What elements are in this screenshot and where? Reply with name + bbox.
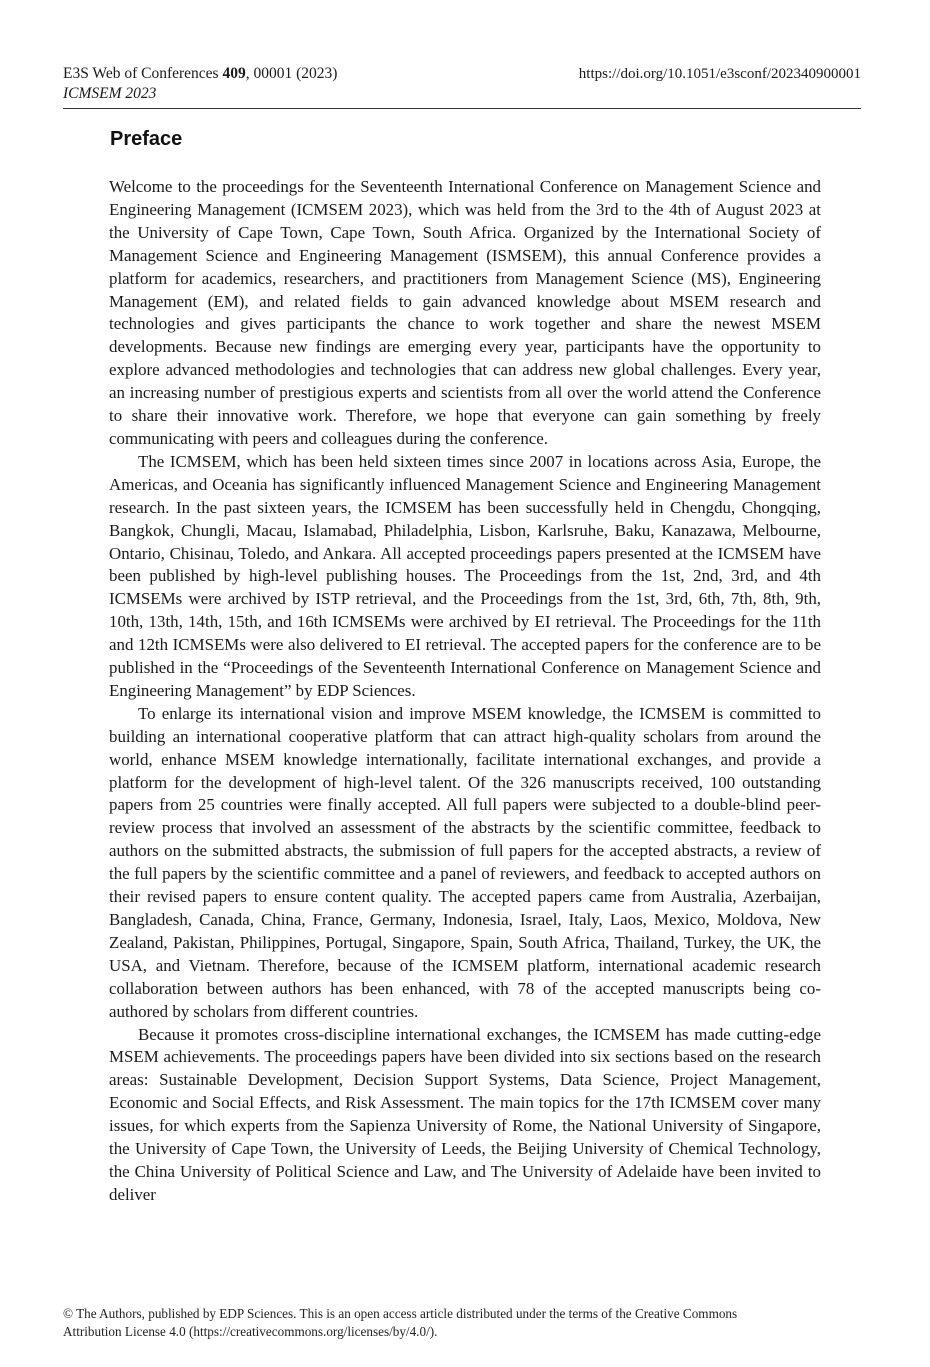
article-number: , 00001 (2023) bbox=[245, 65, 338, 82]
doi-link[interactable]: https://doi.org/10.1051/e3sconf/202340900001 bbox=[578, 66, 861, 82]
paragraph-1: Welcome to the proceedings for the Seventeenth International Conference on Management Science and Engineering Management (ICMSEM 2023), which was held from the 3rd to the 4th of August 2023 at the University of Cape Town, Cape Town, South Africa. Organized by the International Society of Management Science and Engineering Management (ISMSEM), this annual Conference provides a platform for academics, researchers, and practitioners from Management Science (MS), Engineering Management (EM), and related fields to gain advanced knowledge about MSEM research and technologies and gives participants the chance to work together and share the newest MSEM developments. Because new findings are emerging every year, participants have the opportunity to explore advanced methodologies and technologies that can address new global challenges. Every year, an increasing number of prestigious experts and scientists from all over the world attend the Conference to share their innovative work. Therefore, we hope that everyone can gain something by freely communicating with peers and colleagues during the conference. bbox=[109, 177, 821, 448]
header-divider bbox=[63, 108, 861, 109]
license-footer bbox=[63, 1305, 863, 1341]
journal-citation bbox=[63, 64, 337, 84]
paragraph-4: Because it promotes cross-discipline international exchanges, the ICMSEM has made cutting-edge MSEM achievements. The proceedings papers have been divided into six sections based on the research areas: Sustainable Development, Decision Support Systems, Data Science, Project Management, Economic and Social Effects, and Risk Assessment. The main topics for the 17th ICMSEM cover many issues, for which experts from the Sapienza University of Rome, the National University of Singapore, the University of Cape Town, the University of Leeds, the Beijing University of Chemical Technology, the China University of Political Science and Law, and The University of Adelaide have been invited to deliver bbox=[109, 1024, 821, 1204]
volume-number: 409 bbox=[222, 65, 246, 82]
paragraph-3: To enlarge its international vision and improve MSEM knowledge, the ICMSEM is committed to building an international cooperative platform that can attract high-quality scholars from around the world, enhance MSEM knowledge internationally, facilitate international exchanges, and provide a platform for the development of high-level talent. Of the 326 manuscripts received, 100 outstanding papers from 25 countries were finally accepted. All full papers were subjected to a double-blind peer-review process that involved an assessment of the abstracts by the scientific committee, feedback to authors on the submitted abstracts, the submission of full papers for the accepted abstracts, a review of the full papers by the scientific committee and a panel of reviewers, and feedback to accepted authors on their revised papers to ensure content quality. The accepted papers came from Australia, Azerbaijan, Bangladesh, Canada, China, France, Germany, Indonesia, Israel, Italy, Laos, Mexico, Moldova, New Zealand, Pakistan, Philippines, Portugal, Singapore, Spain, South Africa, Thailand, Turkey, the UK, the USA, and Vietnam. Therefore, because of the ICMSEM platform, international academic research collaboration between authors has been enhanced, with 78 of the accepted manuscripts being co-authored by scholars from different countries. bbox=[109, 703, 821, 1021]
journal-name: E3S Web of Conferences bbox=[63, 65, 223, 82]
body-text bbox=[109, 176, 821, 1207]
license-line-2: Attribution License 4.0 (https://creativecommons.org/licenses/by/4.0/). bbox=[63, 1324, 438, 1339]
page-title: Preface bbox=[110, 128, 183, 150]
header-row bbox=[63, 64, 861, 84]
license-line-1: © The Authors, published by EDP Sciences. This is an open access article distributed under the terms of the Creative Commons bbox=[63, 1306, 738, 1321]
conference-name: ICMSEM 2023 bbox=[63, 85, 157, 102]
paragraph-2: The ICMSEM, which has been held sixteen times since 2007 in locations across Asia, Europe, the Americas, and Oceania has significantly influenced Management Science and Engineering Management research. In the past sixteen years, the ICMSEM has been successfully held in Chengdu, Chongqing, Bangkok, Chungli, Macau, Islamabad, Philadelphia, Lisbon, Karlsruhe, Baku, Kanazawa, Melbourne, Ontario, Chisinau, Toledo, and Ankara. All accepted proceedings papers presented at the ICMSEM have been published by high-level publishing houses. The Proceedings from the 1st, 2nd, 3rd, and 4th ICMSEMs were archived by ISTP retrieval, and the Proceedings from the 1st, 3rd, 6th, 7th, 8th, 9th, 10th, 13th, 14th, 15th, and 16th ICMSEMs were archived by EI retrieval. The Proceedings for the 11th and 12th ICMSEMs were also delivered to EI retrieval. The accepted papers for the conference are to be published in the “Proceedings of the Seventeenth International Conference on Management Science and Engineering Management” by EDP Sciences. bbox=[109, 451, 821, 700]
running-header bbox=[63, 64, 861, 104]
